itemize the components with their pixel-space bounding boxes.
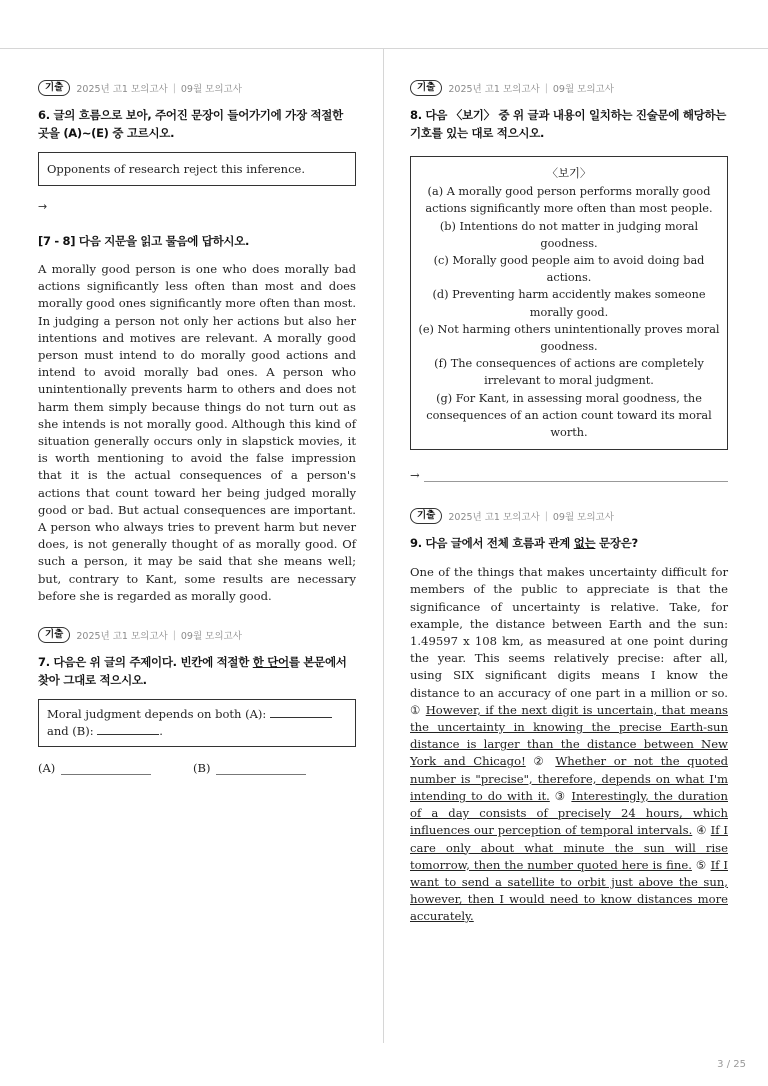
q9-source-tag <box>410 508 728 524</box>
sentence-3: Interestingly, the duration of a day consists of precisely 24 hours, which influences our perception of temporal intervals. <box>410 788 729 838</box>
q7-title-part: 를 본문에서 찾아 그대로 적으시오. <box>38 655 347 688</box>
q7-box-text: . <box>159 724 163 739</box>
tag-year: 2025년 고1 모의고사 <box>76 631 168 643</box>
answer-b[interactable] <box>193 761 348 775</box>
q6-answer-arrow: → <box>38 200 48 213</box>
sentence-1-number: ① <box>410 702 422 717</box>
tag-month: 09월 모의고사 <box>180 84 242 95</box>
answer-a-label: (A) <box>38 761 56 776</box>
section-7-8-passage: A morally good person is one who does morally bad actions significantly less often than most and does morally good ones significantly more often than most. In judging a person not only her actions but also her intentions and motives are relevant. A morally good person must intend to do morally good actions and intend to avoid morally bad ones. A person who unintentionally prevents harm to others and does not harm them simply because things do not turn out as she intends is not morally good. Although this kind of situation generally occurs only in slapstick movies, it is worth mentioning to avoid the false impression that it is the actual consequences of a person's actions that count toward her being judged morally good or bad. But actual consequences are important. A person who always tries to prevent harm but never does, is not generally thought of as morally good. Of such a person, it may be said that she means well; but, contrary to Kant, some results are necessary before she is regarded as morally good. <box>38 262 356 603</box>
sentence-1: However, if the next digit is uncertain, that means the uncertainty in knowing the precise Earth-sun distance is larger than the distance between New York and Chicago! <box>410 702 729 769</box>
answer-b-label: (B) <box>193 761 211 776</box>
page-number: 3 / 25 <box>717 1059 746 1070</box>
q9-intro: One of the things that makes uncertainty difficult for members of the public to appreciate is that the significance of uncertainty is relative. Take, for example, the distance between Earth and the sun: 1.49597 x 108 km, as measured at one point during the year. This seems relatively precise: after all, using SIX significant digits means I know the distance to an accuracy of one part in a million or so. <box>410 565 728 700</box>
q7-source-tag <box>38 627 356 643</box>
tag-separator: | <box>544 82 548 94</box>
sentence-5: If I want to send a satellite to orbit just above the sun, however, then I would need to know distances more accurately. <box>410 857 728 924</box>
tag-pill: 기출 <box>38 80 70 96</box>
q8-answer-line[interactable] <box>410 468 728 482</box>
q6-title: 6. 글의 흐름으로 보아, 주어진 문장이 들어가기에 가장 적절한 곳을 (A)~(E) 중 고르시오. <box>38 108 343 140</box>
bogi-item: (g) For Kant, in assessing moral goodness, the consequences of an action count toward its moral worth. <box>426 391 712 440</box>
tag-year: 2025년 고1 모의고사 <box>448 512 540 524</box>
q7-answer-row <box>38 761 356 775</box>
sentence-2: Whether or not the quoted number is "precise", therefore, depends on what I'm intending to do with it. <box>410 754 728 803</box>
tag-separator: | <box>172 629 176 641</box>
bogi-item: (e) Not harming others unintentionally proves moral goodness. <box>418 322 720 354</box>
blank-a <box>270 706 332 718</box>
section-7-8-title: [7 - 8] 다음 지문을 읽고 물음에 답하시오. <box>38 234 250 248</box>
q6-source-tag <box>38 80 356 96</box>
q8-bogi-box <box>410 156 728 450</box>
sentence-4: If I care only about what minute the sun will rise tomorrow, then the number quoted here is fine. <box>410 823 728 872</box>
q7-title <box>38 653 356 689</box>
bogi-item: (d) Preventing harm accidently makes someone morally good. <box>432 288 706 319</box>
q6-given-sentence: Opponents of research reject this inference. <box>38 152 356 186</box>
bogi-item: (b) Intentions do not matter in judging moral goodness. <box>439 219 699 250</box>
answer-b-line[interactable] <box>216 762 306 775</box>
q7-summary-box <box>38 699 356 747</box>
sentence-2-number: ② <box>533 754 548 769</box>
column-divider <box>383 48 384 1043</box>
tag-pill: 기출 <box>410 80 442 96</box>
sentence-5-number: ⑤ <box>695 857 707 872</box>
q9-title-part: 문장은? <box>595 536 638 551</box>
q9-title-underlined: 없는 <box>573 536 596 551</box>
q8-source-tag <box>410 80 728 96</box>
answer-rule[interactable] <box>424 469 728 482</box>
tag-separator: | <box>544 510 548 522</box>
tag-year: 2025년 고1 모의고사 <box>448 84 540 95</box>
tag-separator: | <box>172 82 176 94</box>
q9-title <box>410 534 728 552</box>
tag-month: 09월 모의고사 <box>180 631 242 643</box>
q9-title-part: 9. 다음 글에서 전체 흐름과 관계 <box>410 536 574 551</box>
q8-title: 8. 다음 〈보기〉 중 위 글과 내용이 일치하는 진술문에 해당하는 기호를 있는 대로 적으시오. <box>410 108 727 140</box>
tag-month: 09월 모의고사 <box>552 84 614 95</box>
blank-b <box>97 723 159 735</box>
bogi-item: (f) The consequences of actions are completely irrelevant to moral judgment. <box>434 357 704 388</box>
tag-pill: 기출 <box>38 627 70 643</box>
q7-title-part: 7. 다음은 위 글의 주제이다. 빈칸에 적절한 <box>38 655 253 670</box>
bogi-title: 〈보기〉 <box>546 167 592 180</box>
bogi-item: (c) Morally good people aim to avoid doing bad actions. <box>433 254 705 285</box>
right-column <box>410 80 728 926</box>
q7-box-text: and (B): <box>47 724 98 739</box>
sentence-3-number: ③ <box>554 788 567 803</box>
q7-box-text: Moral judgment depends on both (A): <box>47 707 270 722</box>
tag-pill: 기출 <box>410 508 442 524</box>
q9-passage <box>410 564 728 925</box>
answer-a[interactable] <box>38 761 193 775</box>
sentence-4-number: ④ <box>696 823 707 838</box>
tag-year: 2025년 고1 모의고사 <box>76 84 168 95</box>
q7-title-underlined: 한 단어 <box>252 655 289 670</box>
bogi-item: (a) A morally good person performs morally good actions significantly more often than most people. <box>425 185 713 216</box>
left-column <box>38 80 356 775</box>
answer-a-line[interactable] <box>61 762 151 775</box>
q8-answer-arrow: → <box>410 468 420 483</box>
tag-month: 09월 모의고사 <box>552 512 614 524</box>
top-rule <box>0 48 768 49</box>
